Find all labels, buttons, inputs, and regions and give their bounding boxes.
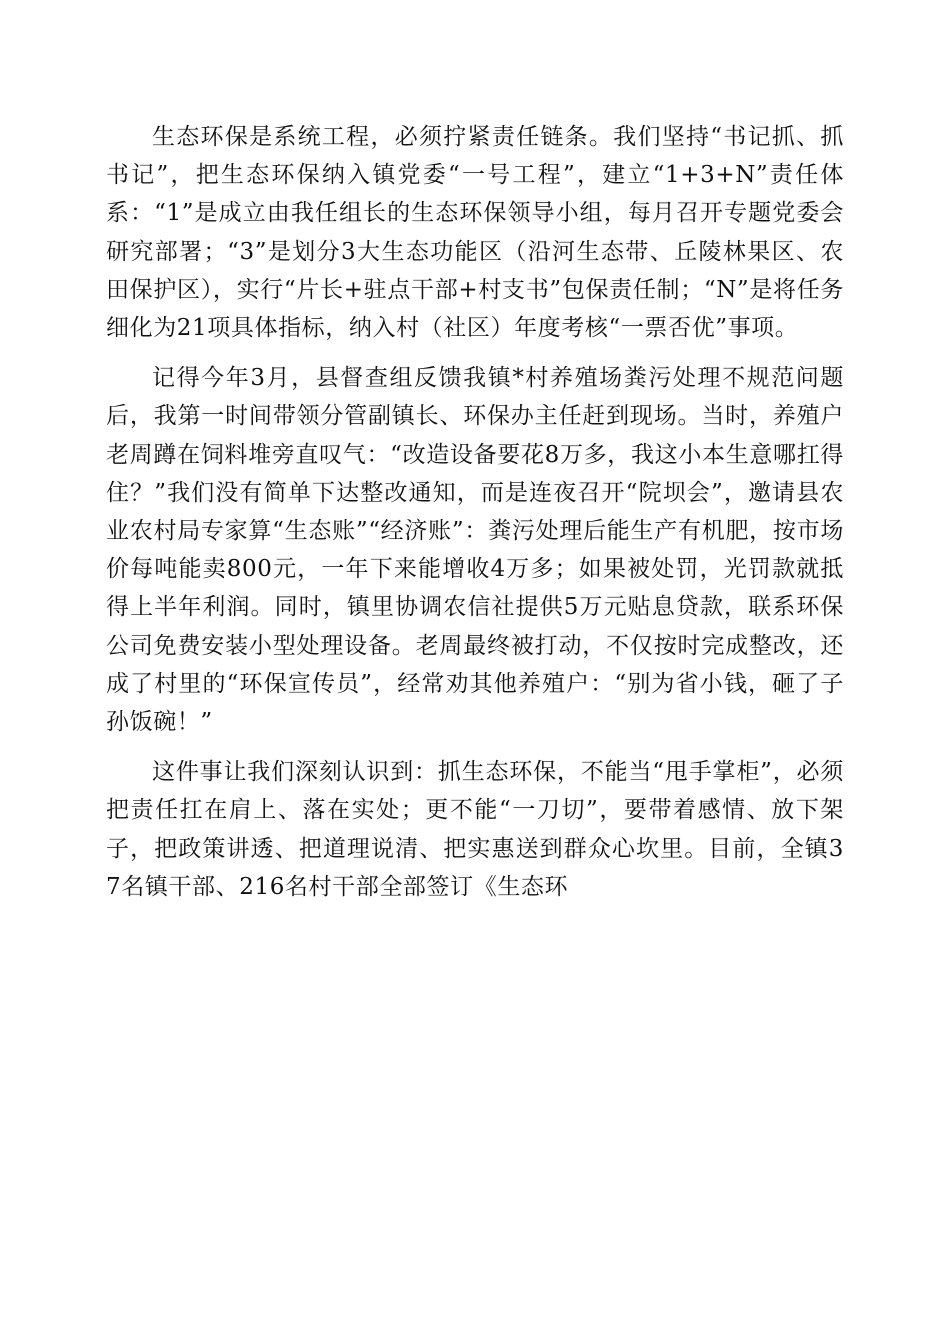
document-page bbox=[106, 118, 844, 918]
paragraph-responsibility-system: 生态环保是系统工程，必须拧紧责任链条。我们坚持“书记抓、抓书记”，把生态环保纳入镇党委“一号工程”，建立“1+3+N”责任体系：“1”是成立由我任组长的生态环保领导小组，每月召开专题党委会研究部署；“3”是划分3大生态功能区（沿河生态带、丘陵林果区、农田保护区），实行“片长+驻点干部+村支书”包保责任制；“N”是将任务细化为21项具体指标，纳入村（社区）年度考核“一票否优”事项。 bbox=[106, 124, 844, 342]
paragraph-lessons-learned: 这件事让我们深刻认识到：抓生态环保，不能当“甩手掌柜”，必须把责任扛在肩上、落在实处；更不能“一刀切”，要带着感情、放下架子，把政策讲透、把道理说清、把实惠送到群众心坎里。目前，全镇37名镇干部、216名村干部全部签订《生态环 bbox=[106, 759, 844, 900]
paragraph-livestock-farm-case: 记得今年3月，县督查组反馈我镇*村养殖场粪污处理不规范问题后，我第一时间带领分管副镇长、环保办主任赶到现场。当时，养殖户老周蹲在饲料堆旁直叹气：“改造设备要花8万多，我这小本生意哪扛得住？”我们没有简单下达整改通知，而是连夜召开“院坝会”，邀请县农业农村局专家算“生态账”“经济账”：粪污处理后能生产有机肥，按市场价每吨能卖800元，一年下来能增收4万多；如果被处罚，光罚款就抵得上半年利润。同时，镇里协调农信社提供5万元贴息贷款，联系环保公司免费安装小型处理设备。老周最终被打动，不仅按时完成整改，还成了村里的“环保宣传员”，经常劝其他养殖户：“别为省小钱，砸了子孙饭碗！” bbox=[106, 365, 844, 736]
